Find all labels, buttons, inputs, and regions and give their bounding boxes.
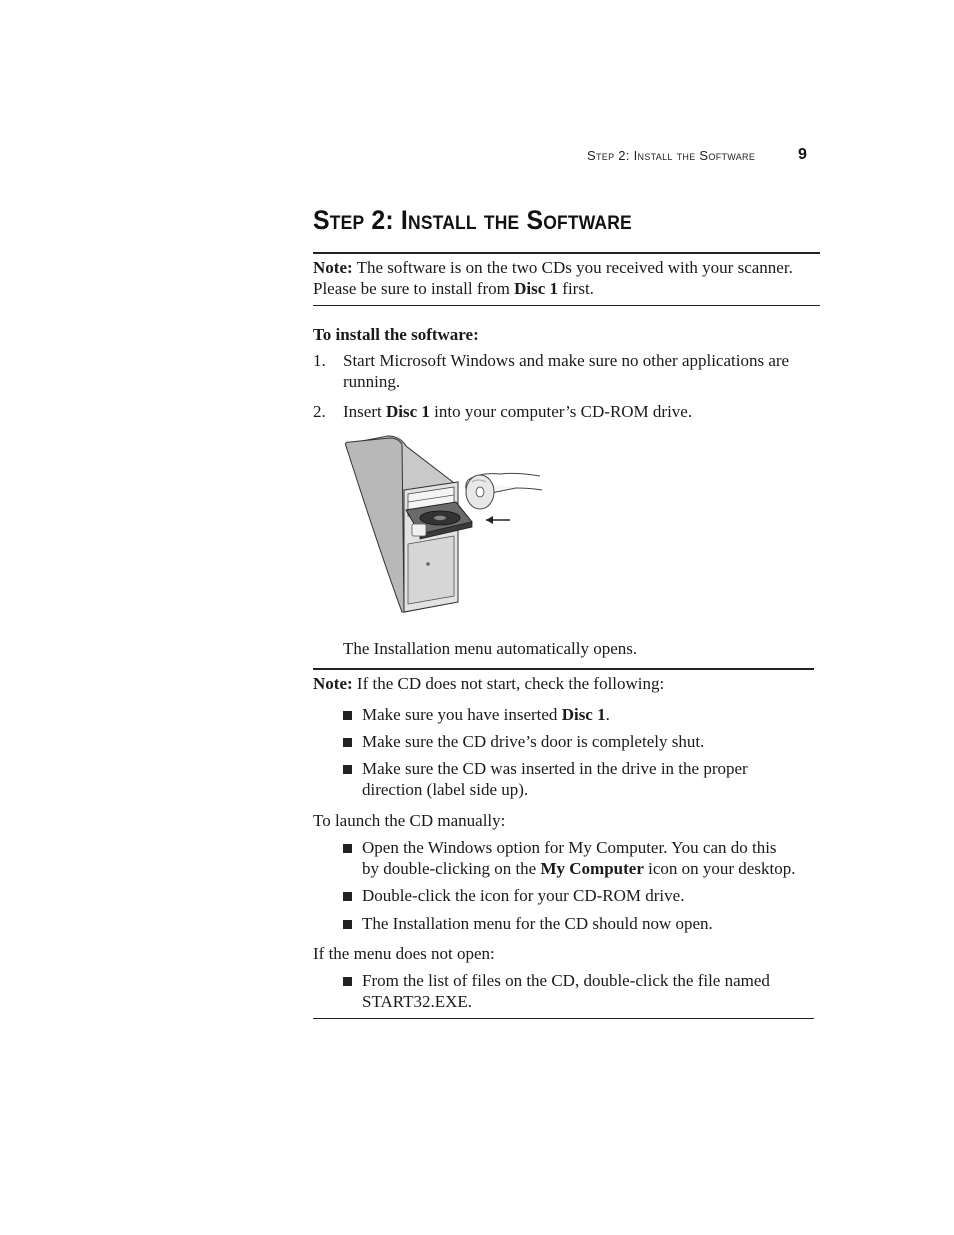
step-number: 2. <box>313 402 326 421</box>
note-text: If the CD does not start, check the following: <box>352 674 665 693</box>
page-number: 9 <box>798 146 807 163</box>
list-text: Make sure the CD drive’s door is completely shut. <box>362 732 705 751</box>
list-bold: Disc 1 <box>561 705 606 724</box>
step-text-cont: running. <box>343 372 401 391</box>
title-rule <box>313 252 820 254</box>
bullet-icon <box>343 892 352 901</box>
bullet-icon <box>343 765 352 774</box>
note-label: Note: <box>313 258 353 277</box>
note-text-3: first. <box>558 279 594 298</box>
note-rule <box>313 305 820 306</box>
note-text: The software is on the two CDs you received with your scanner. <box>352 258 793 277</box>
step-1 <box>313 350 823 392</box>
step-text-2: into your computer’s CD-ROM drive. <box>429 402 693 421</box>
list-text-cont: START32.EXE. <box>362 992 473 1011</box>
step-text: Insert <box>343 402 386 421</box>
bullet-icon <box>343 977 352 986</box>
bullet-icon <box>343 738 352 747</box>
list-item <box>343 758 813 800</box>
note-label: Note: <box>313 674 353 693</box>
launch-heading: To launch the CD manually: <box>313 811 506 830</box>
step-text: Start Microsoft Windows and make sure no other applications are <box>343 351 790 370</box>
list-text: Open the Windows option for My Computer. You can do this <box>362 838 777 857</box>
step-bold: Disc 1 <box>385 402 430 421</box>
running-header: Step 2: Install the Software <box>587 148 756 163</box>
note2-top-rule <box>313 668 814 670</box>
note-box-1 <box>313 257 823 299</box>
bullet-icon <box>343 711 352 720</box>
note2-intro <box>313 673 664 694</box>
list-text: Double-click the icon for your CD-ROM drive. <box>362 886 685 905</box>
list-item <box>343 731 813 752</box>
list-item <box>343 970 813 1012</box>
after-image-text: The Installation menu automatically opens. <box>343 639 638 658</box>
list-text-cont-2: icon on your desktop. <box>643 859 796 878</box>
list-item <box>343 885 813 906</box>
procedure-heading: To install the software: <box>313 325 479 344</box>
step-number: 1. <box>313 351 326 370</box>
list-text: Make sure you have inserted <box>362 705 562 724</box>
list-item <box>343 837 813 879</box>
note-text-2: Please be sure to install from <box>313 279 515 298</box>
list-text-2: . <box>605 705 610 724</box>
menu-heading: If the menu does not open: <box>313 944 495 963</box>
list-text-cont: direction (label side up). <box>362 780 529 799</box>
note-bold: Disc 1 <box>514 279 559 298</box>
list-text: Make sure the CD was inserted in the drive in the proper <box>362 759 748 778</box>
page-title: Step 2: Install the Software <box>313 205 632 235</box>
note2-bottom-rule <box>313 1018 814 1019</box>
list-text-cont: by double-clicking on the <box>362 859 541 878</box>
list-bold: My Computer <box>540 859 644 878</box>
step-2 <box>313 401 823 422</box>
computer-cd-illustration <box>340 432 550 617</box>
bullet-icon <box>343 920 352 929</box>
list-text: The Installation menu for the CD should now open. <box>362 914 713 933</box>
bullet-icon <box>343 844 352 853</box>
list-item <box>343 704 813 725</box>
list-text: From the list of files on the CD, double-click the file named <box>362 971 770 990</box>
list-item <box>343 913 813 934</box>
